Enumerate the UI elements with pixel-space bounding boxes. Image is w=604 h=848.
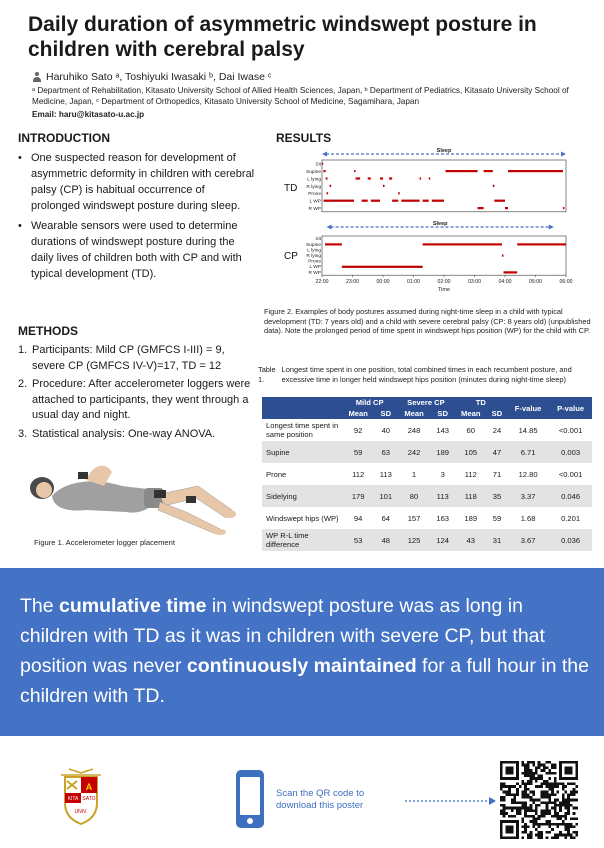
table-cell: 113 <box>431 485 455 507</box>
table-cell: 24 <box>487 419 507 441</box>
table-cell: 53 <box>342 529 374 551</box>
category-label: L WP <box>309 265 321 271</box>
table-cell: 48 <box>374 529 397 551</box>
table-cell: 179 <box>342 485 374 507</box>
x-tick-label: 23:00 <box>346 279 359 286</box>
table-cell: 31 <box>487 529 507 551</box>
posture-segment <box>563 207 565 209</box>
list-item: • One suspected reason for development of asymmetric deformity in children with cerebral palsy (CP) is habitual occurrence of prolonged windswept posture during sleep. <box>18 150 256 214</box>
logo-letter: A <box>85 782 93 792</box>
table-cell: 124 <box>431 529 455 551</box>
posture-segment <box>420 177 422 179</box>
table-row-label: Windswept hips (WP) <box>262 507 342 529</box>
category-label: L lying <box>307 248 321 254</box>
logo-text: KITA <box>67 796 79 802</box>
table-cell: 14.85 <box>507 419 549 441</box>
table-header-group: TD <box>455 397 507 408</box>
table-header-mean: Mean <box>342 408 374 419</box>
sleep-arrow-head <box>327 225 332 230</box>
posture-segment <box>324 200 355 202</box>
table-cell: 3.67 <box>507 529 549 551</box>
table-cell: 92 <box>342 419 374 441</box>
table-row-label: Longest time spent in same position <box>262 419 342 441</box>
category-label: Prone <box>308 192 321 198</box>
posture-segment <box>356 177 361 179</box>
table-caption-num: Table 1. <box>258 365 276 384</box>
emphasis: continuously maintained <box>186 655 417 677</box>
table-cell: 112 <box>455 463 487 485</box>
posture-segment <box>324 170 326 172</box>
table-row-label: Supine <box>262 441 342 463</box>
sleep-arrow-head <box>549 225 554 230</box>
posture-segment <box>380 177 383 179</box>
posture-segment <box>432 200 444 202</box>
category-label: Supine <box>306 169 321 175</box>
x-tick-label: 00:00 <box>376 279 390 286</box>
table-cell: 3.37 <box>507 485 549 507</box>
table-row <box>262 507 592 529</box>
logo-text: UNIV. <box>74 809 88 815</box>
table-cell: 59 <box>342 441 374 463</box>
table-cell: 12.80 <box>507 463 549 485</box>
posture-segment <box>508 170 563 172</box>
category-label: L lying <box>307 177 321 183</box>
x-tick-label: 06:00 <box>559 279 573 286</box>
table-header-pvalue: P-value <box>549 397 592 419</box>
scan-instruction: Scan the QR code to download this poster <box>276 788 365 811</box>
posture-segment <box>342 266 423 268</box>
table-cell: 118 <box>455 485 487 507</box>
dotted-arrow-icon <box>405 796 497 806</box>
posture-segment <box>327 192 329 194</box>
table-cell: 189 <box>455 507 487 529</box>
conclusion-text: The cumulative time in windswept posture was as long in children with TD as it was in children with severe CP, but that position was never continuously maintained for a full hour in the children with TD. <box>20 595 589 707</box>
category-label: Prone <box>308 259 321 265</box>
table-cell: 40 <box>374 419 397 441</box>
introduction-heading: INTRODUCTION <box>18 131 110 145</box>
person-icon <box>32 72 42 82</box>
results-table <box>262 397 592 551</box>
table-cell: 0.201 <box>549 507 592 529</box>
table-row <box>262 463 592 485</box>
posture-segment <box>354 170 356 172</box>
posture-segment <box>322 163 323 165</box>
posture-segment <box>401 200 419 202</box>
posture-segment <box>494 200 505 202</box>
table-cell: 35 <box>487 485 507 507</box>
table-cell: 125 <box>397 529 430 551</box>
panel-label: CP <box>284 251 298 262</box>
table-row-label: Sidelying <box>262 485 342 507</box>
authors-line <box>32 71 272 83</box>
table-caption <box>258 365 588 384</box>
table-row-label: Prone <box>262 463 342 485</box>
email: Email: haru@kitasato-u.ac.jp <box>32 110 145 119</box>
table-cell: 1.68 <box>507 507 549 529</box>
table-cell: 94 <box>342 507 374 529</box>
posture-segment <box>505 207 508 209</box>
posture-segment <box>392 200 398 202</box>
posture-segment <box>398 192 400 194</box>
posture-segment <box>362 200 368 202</box>
x-tick-label: 22:00 <box>315 279 329 286</box>
figure2-caption: Figure 2. Examples of body postures assumed during night-time sleep in a child with typical development (TD: 7 years old) and a child with severe cerebral palsy (CP: 8 years old) (unpublished data). Note the prolonged period of time spent in windswept hips position (WP) for the child with CP. <box>264 307 591 335</box>
sleep-label: Sleep <box>436 148 452 154</box>
table-cell: 242 <box>397 441 430 463</box>
table-row <box>262 419 592 441</box>
table-cell: 0.036 <box>549 529 592 551</box>
table-cell: 105 <box>455 441 487 463</box>
figure1-image <box>26 450 238 535</box>
table-cell: 3 <box>431 463 455 485</box>
table-cell: 64 <box>374 507 397 529</box>
category-label: L WP <box>309 199 321 205</box>
table-cell: 63 <box>374 441 397 463</box>
phone-icon <box>236 770 264 828</box>
table-header-fvalue: F-value <box>507 397 549 419</box>
posture-segment <box>330 185 332 187</box>
emphasis: cumulative time <box>59 595 207 617</box>
table-cell: 0.003 <box>549 441 592 463</box>
posture-segment <box>517 243 566 245</box>
plot-frame <box>322 236 566 275</box>
category-label: Sit <box>315 162 321 168</box>
posture-segment <box>484 170 493 172</box>
x-axis-label: Time <box>437 287 451 294</box>
category-label: R lying <box>306 184 321 190</box>
table-cell: 71 <box>487 463 507 485</box>
category-label: R lying <box>306 254 321 259</box>
posture-segment <box>478 207 484 209</box>
list-item: 3. Statistical analysis: One-way ANOVA. <box>18 427 216 440</box>
table-cell: 60 <box>455 419 487 441</box>
table-cell: 43 <box>455 529 487 551</box>
logo-text: SATO <box>82 796 96 802</box>
posture-segment <box>326 177 328 179</box>
posture-segment <box>423 243 502 245</box>
posture-segment <box>429 177 431 179</box>
posture-segment <box>502 255 504 257</box>
sleep-label: Sleep <box>432 221 448 227</box>
posture-segment <box>368 177 371 179</box>
x-tick-label: 03:00 <box>468 279 481 286</box>
table-row <box>262 529 592 551</box>
table-cell: 143 <box>431 419 455 441</box>
results-heading: RESULTS <box>276 131 332 145</box>
table-cell: <0.001 <box>549 463 592 485</box>
posture-segment <box>423 200 429 202</box>
affiliations: ᵃ Department of Rehabilitation, Kitasato University School of Allied Health Sciences, Japan, ᵇ Department of Pediatrics, Kitasato University School of Medicine, Japan, ᶜ Department of Orthopedics, Kitasato University School of Medicine, Sagamihara, Japan <box>32 86 569 106</box>
table-row-label: WP R-L time difference <box>262 529 342 551</box>
table-header-blank <box>262 397 342 419</box>
sleep-arrow-head <box>322 152 327 157</box>
list-item: • Wearable sensors were used to determine durations of windswept posture during the daily lives of children both with CP and with typical development (TD). <box>18 218 256 282</box>
table-cell: 248 <box>397 419 430 441</box>
panel-label: TD <box>284 183 298 194</box>
table-row <box>262 441 592 463</box>
posture-segment <box>493 185 495 187</box>
table-header-sd: SD <box>487 408 507 419</box>
category-label: Supine <box>306 242 321 248</box>
posture-timeline-chart <box>270 146 588 301</box>
table-row <box>262 485 592 507</box>
figure1-caption: Figure 1. Accelerometer logger placement <box>34 538 175 547</box>
x-tick-label: 01:00 <box>407 279 420 286</box>
table-header-sd: SD <box>374 408 397 419</box>
posture-segment <box>389 177 392 179</box>
x-tick-label: 05:00 <box>529 279 542 286</box>
table-cell: 163 <box>431 507 455 529</box>
introduction-list <box>18 150 256 286</box>
sleep-arrow-head <box>561 152 566 157</box>
table-cell: 101 <box>374 485 397 507</box>
table-cell: 47 <box>487 441 507 463</box>
methods-heading: METHODS <box>18 324 78 338</box>
category-label: R WP <box>308 206 321 212</box>
qr-code[interactable] <box>500 761 578 839</box>
list-item: 2. Procedure: After accelerometer loggers were attached to participants, they went through a usual day and night. <box>18 378 251 421</box>
table-cell: 112 <box>342 463 374 485</box>
table-cell: 189 <box>431 441 455 463</box>
x-tick-label: 02:00 <box>437 279 451 286</box>
poster-title: Daily duration of asymmetric windswept posture in children with cerebral palsy <box>28 13 537 61</box>
table-caption-text: Longest time spent in one position, total combined times in each recumbent posture, and excessive time in longer held windswept hips position (minutes during night-time sleep) <box>281 365 572 384</box>
table-cell: 113 <box>374 463 397 485</box>
table-header-group: Severe CP <box>397 397 454 408</box>
posture-segment <box>446 170 478 172</box>
category-label: Sit <box>315 237 321 243</box>
category-label: R WP <box>308 270 321 276</box>
table-cell: 59 <box>487 507 507 529</box>
table-header-group: Mild CP <box>342 397 397 408</box>
table-cell: 6.71 <box>507 441 549 463</box>
table-cell: 0.046 <box>549 485 592 507</box>
table-header-mean: Mean <box>397 408 430 419</box>
authors: Haruhiko Sato ᵃ, Toshiyuki Iwasaki ᵇ, Dai Iwase ᶜ <box>46 71 272 83</box>
plot-frame <box>322 160 566 212</box>
table-header-sd: SD <box>431 408 455 419</box>
list-item: 1. Participants: Mild CP (GMFCS I-III) = 9, severe CP (GMFCS IV-V)=17, TD = 12 <box>18 344 225 372</box>
methods-list <box>18 343 258 445</box>
table-header-mean: Mean <box>455 408 487 419</box>
posture-segment <box>503 271 517 273</box>
posture-segment <box>371 200 380 202</box>
x-tick-label: 04:00 <box>498 279 512 286</box>
kitasato-logo <box>57 767 105 825</box>
posture-segment <box>325 243 342 245</box>
posture-segment <box>383 185 385 187</box>
table-cell: <0.001 <box>549 419 592 441</box>
table-cell: 80 <box>397 485 430 507</box>
table-cell: 157 <box>397 507 430 529</box>
table-cell: 1 <box>397 463 430 485</box>
